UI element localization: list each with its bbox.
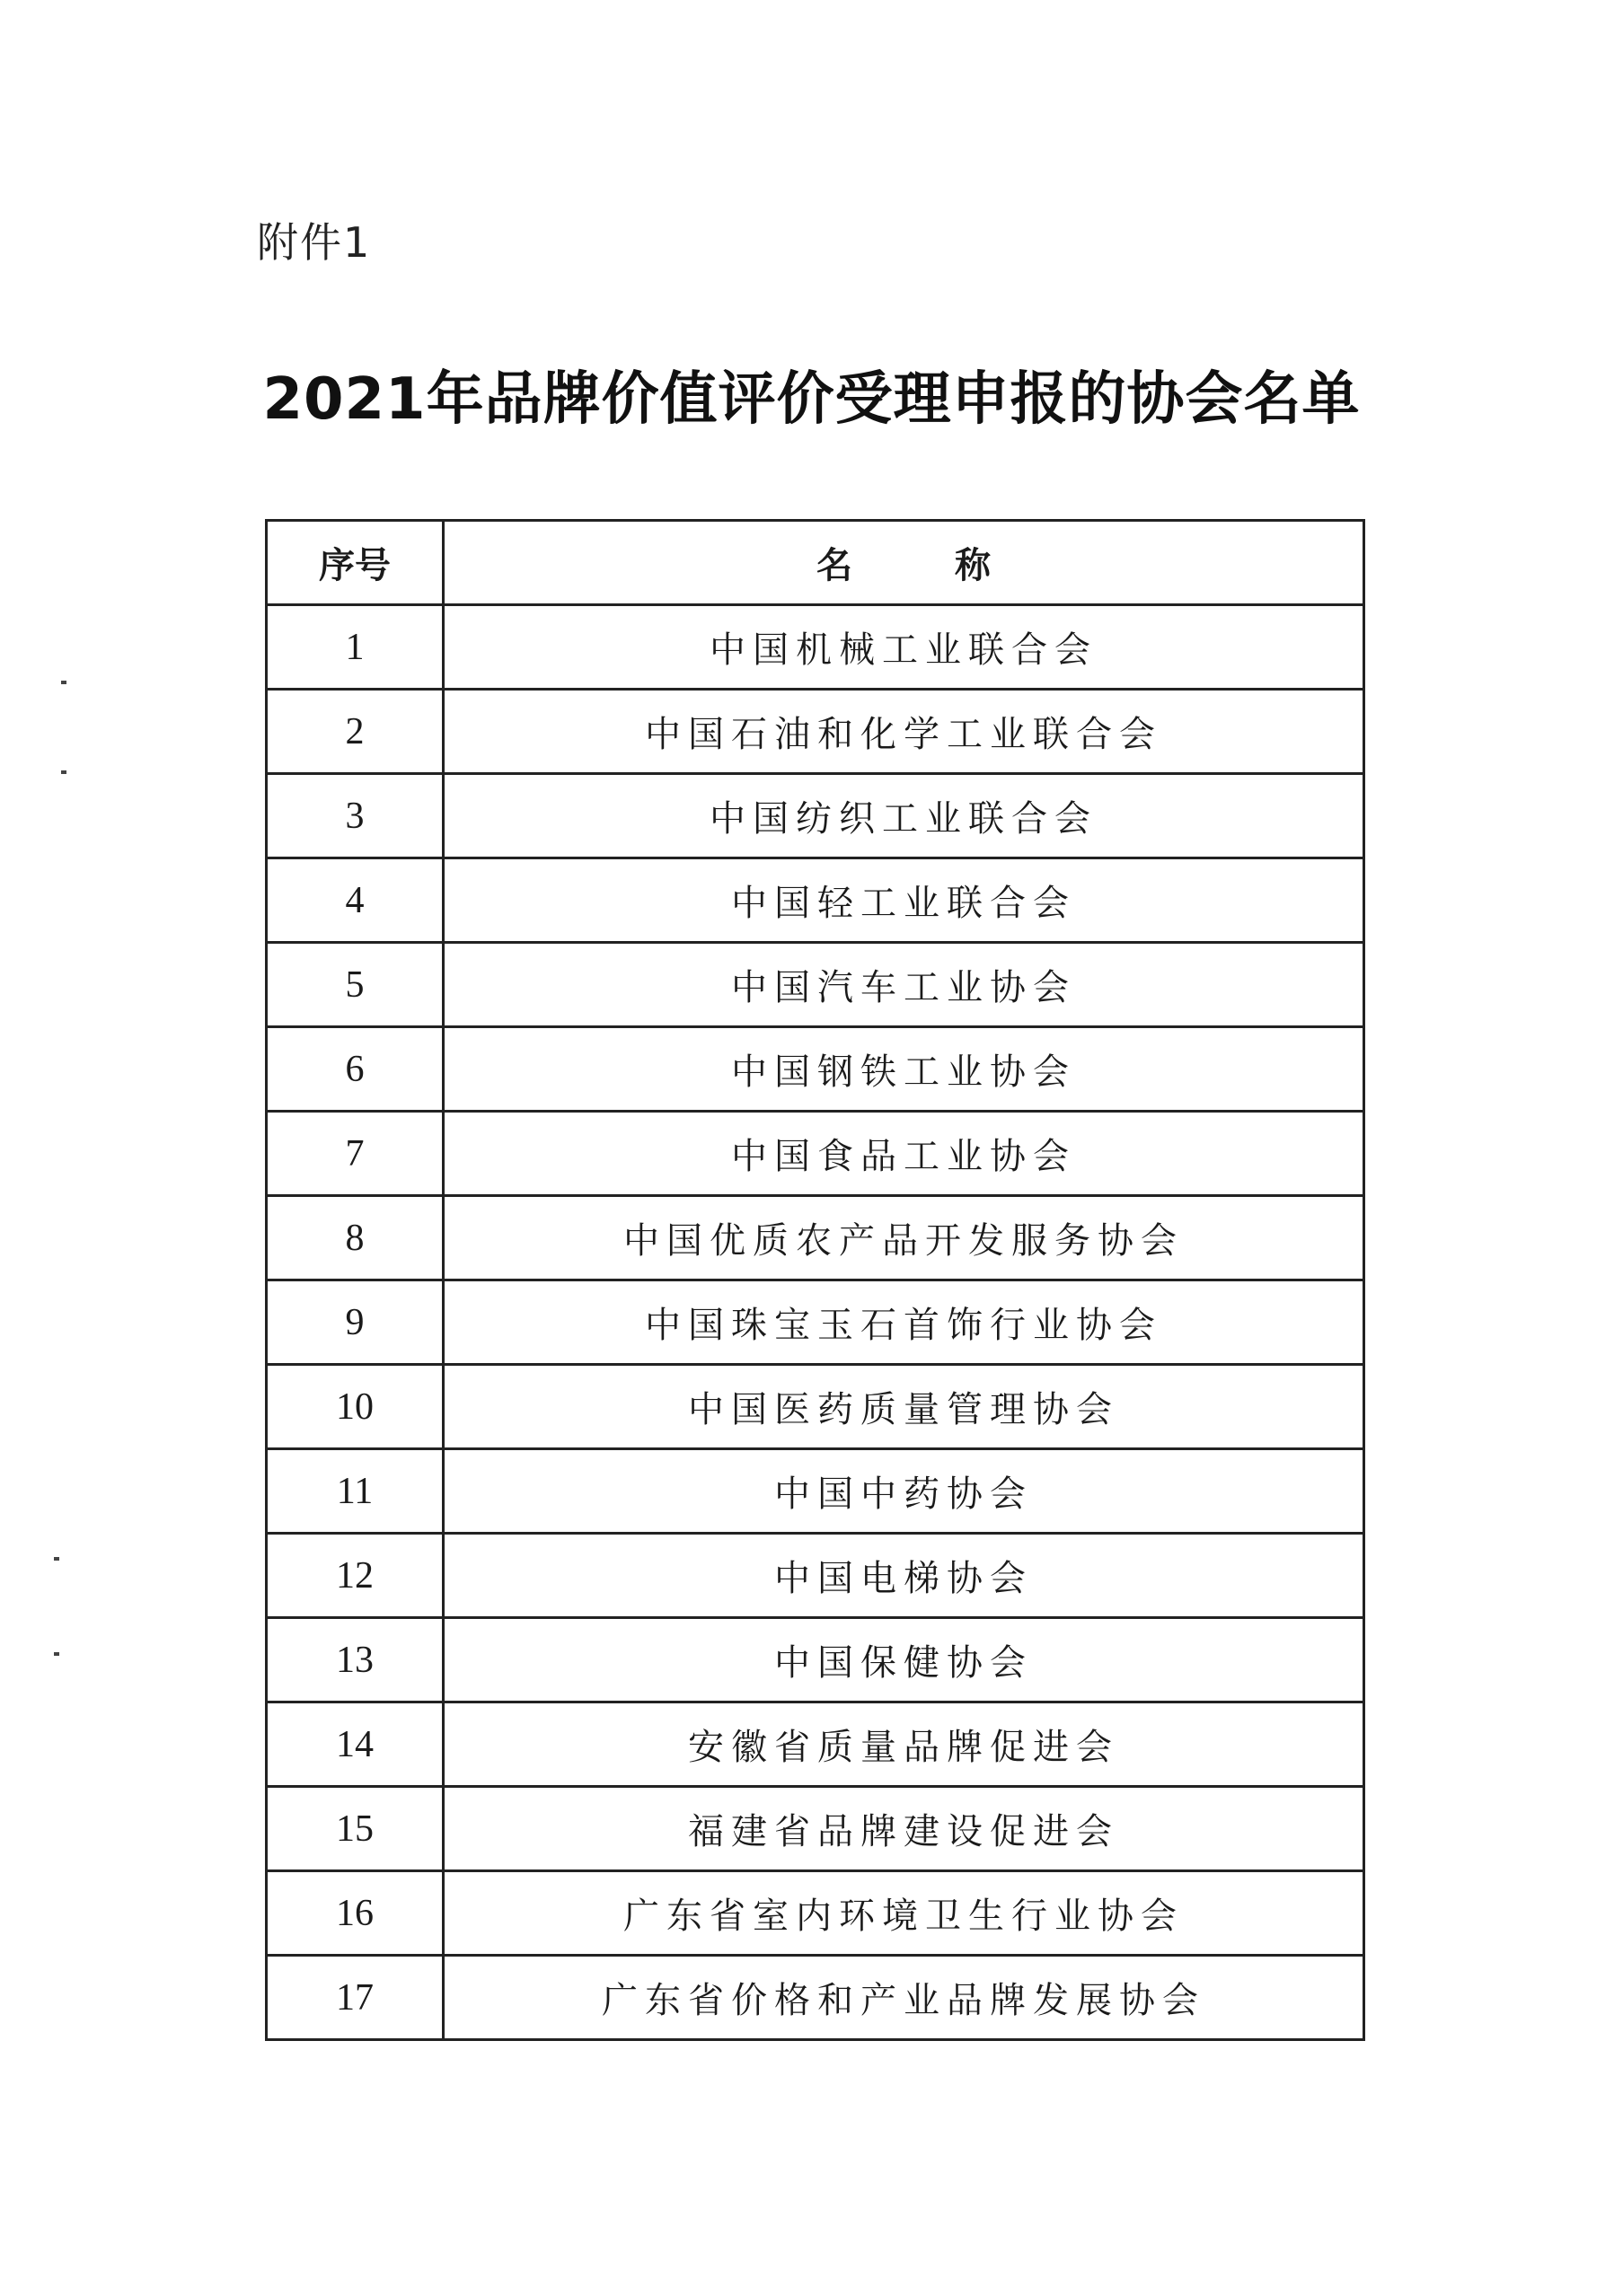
row-association-name: 福建省品牌建设促进会 <box>444 1787 1364 1871</box>
row-association-name: 广东省价格和产业品牌发展协会 <box>444 1956 1364 2040</box>
scan-speck <box>61 681 66 684</box>
table-row <box>267 943 1364 1027</box>
row-index: 13 <box>267 1618 444 1702</box>
table-row <box>267 690 1364 774</box>
row-index: 6 <box>267 1027 444 1112</box>
table-row <box>267 1871 1364 1956</box>
table-row <box>267 1280 1364 1365</box>
table-row <box>267 605 1364 690</box>
row-association-name: 中国机械工业联合会 <box>444 605 1364 690</box>
scan-speck <box>61 770 66 774</box>
table-row <box>267 1365 1364 1449</box>
table-row <box>267 1702 1364 1787</box>
row-index: 10 <box>267 1365 444 1449</box>
row-index: 7 <box>267 1112 444 1196</box>
table-row <box>267 858 1364 943</box>
row-association-name: 中国石油和化学工业联合会 <box>444 690 1364 774</box>
header-name: 名 称 <box>444 521 1364 605</box>
row-index: 14 <box>267 1702 444 1787</box>
table-row <box>267 1956 1364 2040</box>
row-association-name: 中国轻工业联合会 <box>444 858 1364 943</box>
row-association-name: 中国优质农产品开发服务协会 <box>444 1196 1364 1280</box>
row-association-name: 广东省室内环境卫生行业协会 <box>444 1871 1364 1956</box>
row-association-name: 中国保健协会 <box>444 1618 1364 1702</box>
row-index: 15 <box>267 1787 444 1871</box>
row-index: 3 <box>267 774 444 858</box>
row-index: 4 <box>267 858 444 943</box>
scan-speck <box>54 1557 59 1561</box>
header-index: 序号 <box>267 521 444 605</box>
table-row <box>267 1449 1364 1534</box>
row-association-name: 中国中药协会 <box>444 1449 1364 1534</box>
row-index: 8 <box>267 1196 444 1280</box>
table-row <box>267 1112 1364 1196</box>
table-row <box>267 774 1364 858</box>
table-body <box>267 605 1364 2040</box>
table-row <box>267 1534 1364 1618</box>
document-title: 2021年品牌价值评价受理申报的协会名单 <box>262 366 1361 433</box>
row-index: 17 <box>267 1956 444 2040</box>
row-index: 11 <box>267 1449 444 1534</box>
row-association-name: 中国医药质量管理协会 <box>444 1365 1364 1449</box>
row-association-name: 中国纺织工业联合会 <box>444 774 1364 858</box>
row-association-name: 中国汽车工业协会 <box>444 943 1364 1027</box>
row-index: 16 <box>267 1871 444 1956</box>
row-index: 2 <box>267 690 444 774</box>
row-association-name: 中国钢铁工业协会 <box>444 1027 1364 1112</box>
attachment-label: 附件1 <box>257 218 372 267</box>
row-association-name: 中国电梯协会 <box>444 1534 1364 1618</box>
row-index: 9 <box>267 1280 444 1365</box>
table-row <box>267 1618 1364 1702</box>
row-index: 12 <box>267 1534 444 1618</box>
association-table <box>265 519 1365 2041</box>
row-index: 5 <box>267 943 444 1027</box>
table-header-row <box>267 521 1364 605</box>
row-index: 1 <box>267 605 444 690</box>
row-association-name: 中国食品工业协会 <box>444 1112 1364 1196</box>
table-row <box>267 1027 1364 1112</box>
table-row <box>267 1196 1364 1280</box>
scan-speck <box>54 1652 59 1656</box>
table-row <box>267 1787 1364 1871</box>
row-association-name: 中国珠宝玉石首饰行业协会 <box>444 1280 1364 1365</box>
row-association-name: 安徽省质量品牌促进会 <box>444 1702 1364 1787</box>
association-table-container <box>265 519 1363 2041</box>
